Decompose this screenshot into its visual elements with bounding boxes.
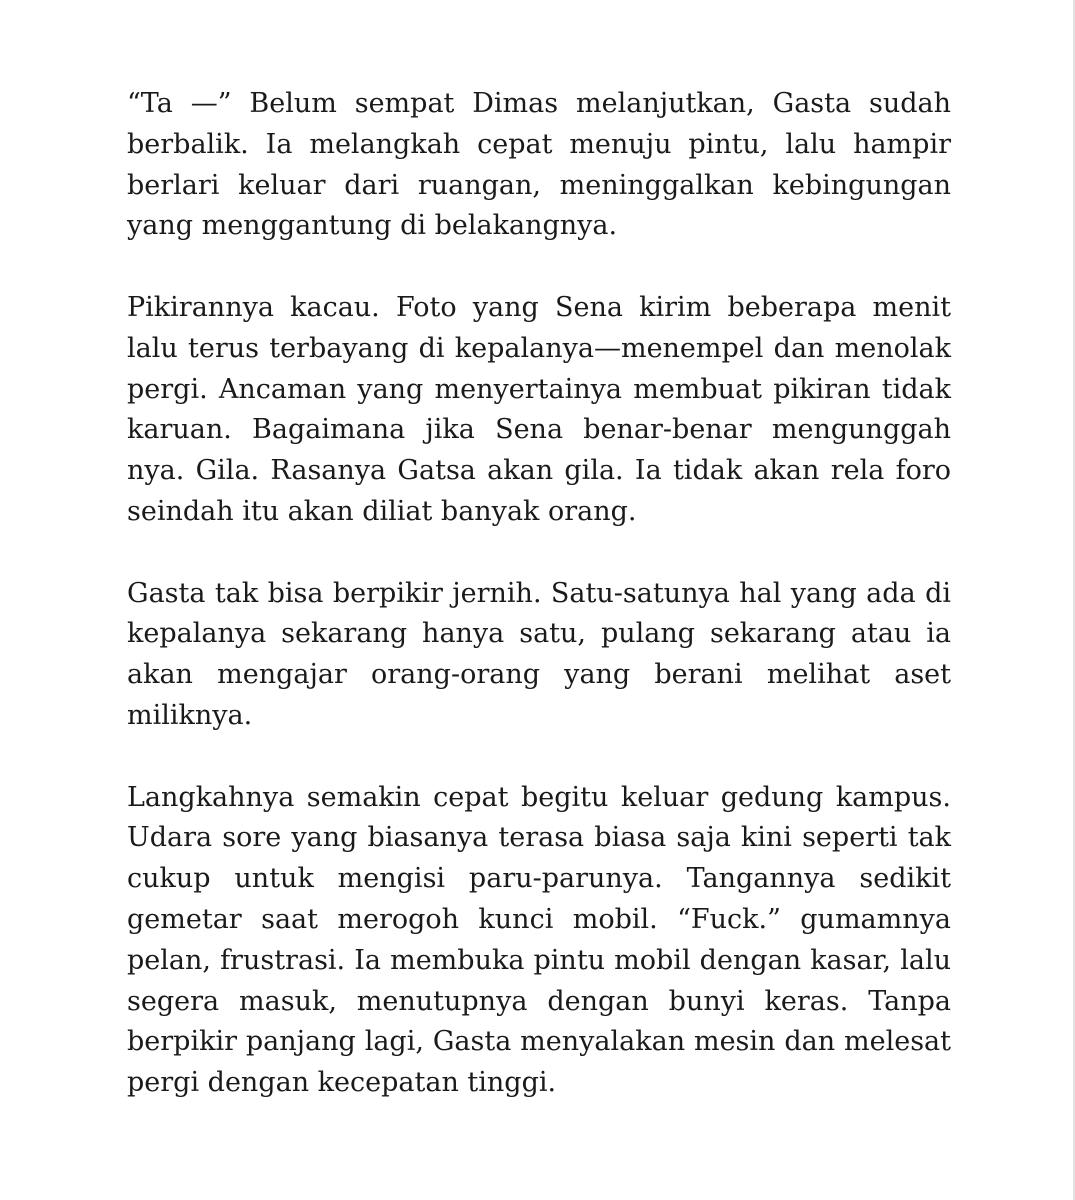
paragraph-3: Gasta tak bisa berpikir jernih. Satu-satunya hal yang ada di kepalanya sekarang hanya satu, pulang sekarang atau ia akan mengajar orang-orang yang berani melihat aset miliknya. <box>127 577 951 731</box>
paragraph-4: Langkahnya semakin cepat begitu keluar gedung kampus. Udara sore yang biasanya terasa biasa saja kini seperti tak cukup untuk mengisi paru-parunya. Tangannya sedikit gemetar saat merogoh kunci mobil. “Fuck.” gumamnya pelan, frustrasi. Ia membuka pintu mobil dengan kasar, lalu segera masuk, menutupnya dengan bunyi keras. Tanpa berpikir panjang lagi, Gasta menyalakan mesin dan melesat pergi dengan kecepatan tinggi. <box>127 781 951 1099</box>
paragraph-2: Pikirannya kacau. Foto yang Sena kirim beberapa menit lalu terus terbayang di kepalanya—menempel dan menolak pergi. Ancaman yang menyertainya membuat pikiran tidak karuan. Bagaimana jika Sena benar-benar mengunggah nya. Gila. Rasanya Gatsa akan gila. Ia tidak akan rela foro seindah itu akan diliat banyak orang. <box>127 291 951 527</box>
paragraph-1: “Ta —” Belum sempat Dimas melanjutkan, Gasta sudah berbalik. Ia melangkah cepat menuju pintu, lalu hampir berlari keluar dari ruangan, meninggalkan kebingungan yang menggantung di belakangnya. <box>127 88 951 242</box>
document-body <box>127 84 951 1145</box>
